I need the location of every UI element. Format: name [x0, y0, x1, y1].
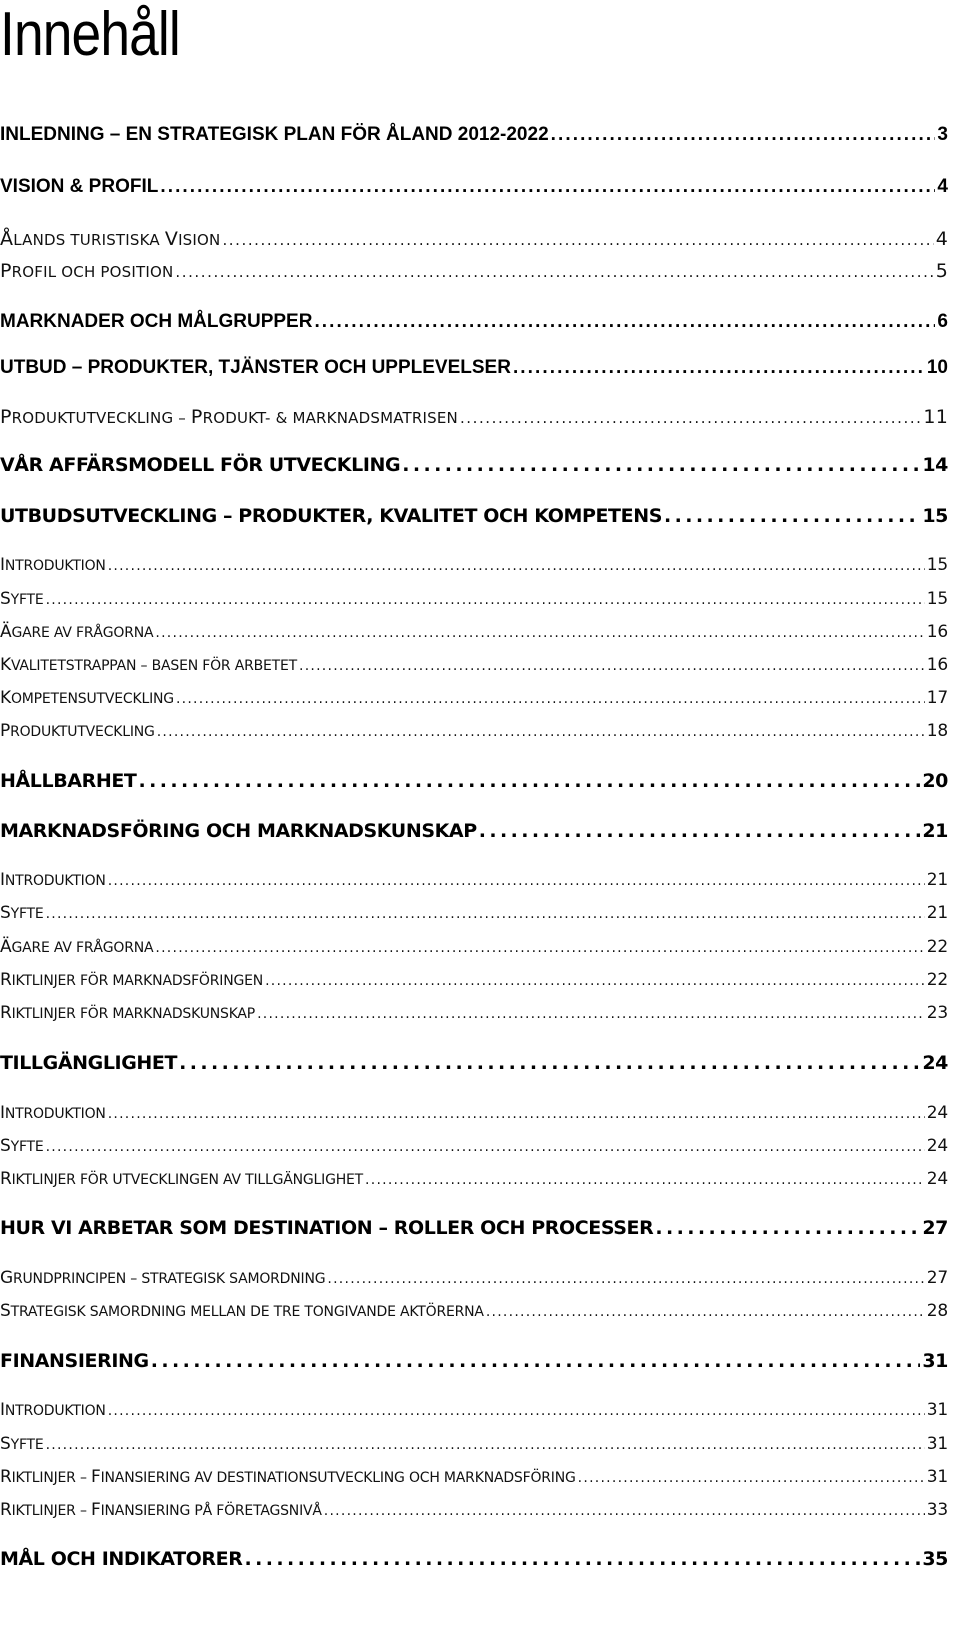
dot-leader	[244, 1548, 920, 1570]
toc-entry-label	[0, 1268, 325, 1288]
small-caps-rest: NTRODUKTION	[4, 1403, 106, 1419]
toc-entry[interactable]	[0, 1400, 948, 1420]
toc-entry[interactable]	[0, 555, 948, 575]
toc-entry-page: 31	[926, 1434, 948, 1454]
dot-leader	[108, 558, 925, 574]
toc-entry-label	[0, 622, 153, 642]
toc-entry-label	[0, 1136, 44, 1156]
toc-entry[interactable]	[0, 721, 948, 741]
small-caps-rest: YFTE	[10, 906, 44, 922]
toc-entry[interactable]	[0, 1301, 948, 1321]
dot-leader	[138, 770, 920, 792]
toc-entry[interactable]	[0, 1136, 948, 1156]
toc-entry-page: 31	[926, 1400, 948, 1420]
toc-entry-page: 3	[937, 124, 948, 145]
small-caps-rest: OMPETENSUTVECKLING	[10, 691, 174, 707]
toc-entry-label	[0, 1400, 106, 1420]
toc-entry-page: 16	[926, 622, 948, 642]
small-caps-rest: YFTE	[10, 1139, 44, 1155]
toc-entry[interactable]	[0, 228, 948, 250]
small-caps-initial: F	[91, 1467, 101, 1487]
small-caps-initial: I	[0, 870, 5, 890]
page-title: Innehåll	[0, 0, 180, 69]
small-caps-initial: P	[0, 406, 12, 428]
toc-entry-label	[0, 970, 263, 990]
toc-entry[interactable]	[0, 770, 948, 792]
small-caps-rest: IKTLINJER –	[11, 1470, 92, 1486]
toc-entry-page: 10	[926, 357, 948, 378]
small-caps-rest: YFTE	[10, 592, 44, 608]
dot-leader	[108, 873, 925, 889]
small-caps-initial: S	[0, 1136, 11, 1156]
toc-entry[interactable]	[0, 1052, 948, 1074]
toc-entry[interactable]	[0, 1548, 948, 1570]
small-caps-initial: R	[0, 1467, 12, 1487]
small-caps-rest: RUNDPRINCIPEN – STRATEGISK SAMORDNING	[12, 1271, 326, 1287]
dot-leader	[222, 231, 933, 249]
small-caps-initial: G	[0, 1268, 13, 1288]
dot-leader	[155, 625, 924, 641]
dot-leader	[157, 724, 925, 740]
toc-entry[interactable]	[0, 937, 948, 957]
toc-entry-page: 27	[926, 1268, 948, 1288]
dot-leader	[46, 1437, 925, 1453]
toc-entry-label	[0, 903, 44, 923]
toc-entry-page: 4	[935, 228, 948, 250]
small-caps-initial: Ä	[0, 937, 12, 957]
toc-entry[interactable]	[0, 655, 948, 675]
small-caps-rest: NTRODUKTION	[4, 558, 106, 574]
small-caps-rest: RODUKTUTVECKLING –	[11, 409, 191, 427]
toc-entry-label	[0, 721, 155, 741]
small-caps-rest: VALITETSTRAPPAN – BASEN FÖR ARBETET	[10, 658, 297, 674]
small-caps-initial: I	[0, 1400, 5, 1420]
small-caps-initial: R	[0, 1169, 12, 1189]
small-caps-initial: S	[0, 903, 11, 923]
toc-entry-label: UTBUDSUTVECKLING – PRODUKTER, KVALITET OCH KOMPETENS	[0, 505, 662, 527]
toc-entry-page: 21	[922, 820, 948, 842]
toc-entry[interactable]	[0, 311, 948, 333]
toc-entry-label	[0, 937, 153, 957]
toc-entry-label	[0, 870, 106, 890]
toc-entry-page: 15	[926, 589, 948, 609]
toc-entry-page: 24	[926, 1103, 948, 1123]
small-caps-initial: Å	[0, 228, 14, 250]
toc-entry-label	[0, 1434, 44, 1454]
small-caps-initial: V	[164, 228, 179, 250]
dot-leader	[365, 1172, 925, 1188]
small-caps-rest: YFTE	[10, 1437, 44, 1453]
toc-entry-page: 14	[922, 454, 948, 476]
small-caps-rest: NTRODUKTION	[4, 1106, 106, 1122]
dot-leader	[664, 505, 920, 527]
small-caps-rest: RODUKT- & MARKNADSMATRISEN	[202, 409, 458, 427]
small-caps-initial: P	[190, 406, 203, 428]
small-caps-initial: I	[0, 1103, 5, 1123]
toc-entry-page: 17	[926, 688, 948, 708]
toc-entry[interactable]	[0, 903, 948, 923]
toc-entry-page: 24	[926, 1169, 948, 1189]
dot-leader	[551, 124, 936, 146]
dot-leader	[46, 906, 925, 922]
toc-entry-label	[0, 1003, 255, 1023]
toc-entry[interactable]	[0, 970, 948, 990]
toc-entry-page: 4	[937, 176, 948, 197]
toc-entry-label	[0, 1169, 363, 1189]
toc-entry[interactable]	[0, 820, 948, 842]
toc-entry-page: 28	[926, 1301, 948, 1321]
toc-entry-label	[0, 228, 220, 250]
toc-entry-label	[0, 1301, 484, 1321]
dot-leader	[265, 973, 925, 989]
small-caps-rest: GARE AV FRÅGORNA	[11, 940, 154, 956]
small-caps-initial: S	[0, 1434, 11, 1454]
toc-entry-page: 23	[926, 1003, 948, 1023]
toc-entry-page: 33	[926, 1500, 948, 1520]
toc-entry-label	[0, 260, 173, 282]
dot-leader	[402, 454, 920, 476]
toc-entry-page: 27	[922, 1217, 948, 1239]
toc-entry-label: HÅLLBARHET	[0, 770, 137, 792]
toc-entry[interactable]	[0, 1217, 948, 1239]
toc-entry[interactable]	[0, 1500, 948, 1520]
toc-entry-page: 21	[926, 870, 948, 890]
toc-entry-label: INLEDNING – EN STRATEGISK PLAN FÖR ÅLAND 2012-2022	[0, 124, 549, 145]
dot-leader	[324, 1503, 925, 1519]
toc-entry[interactable]	[0, 1467, 948, 1487]
toc-entry-page: 11	[923, 406, 948, 428]
toc-entry-page: 21	[926, 903, 948, 923]
small-caps-rest: NTRODUKTION	[4, 873, 106, 889]
toc-entry-label	[0, 1467, 576, 1487]
toc-entry-page: 22	[926, 937, 948, 957]
dot-leader	[108, 1106, 925, 1122]
toc-entry[interactable]	[0, 688, 948, 708]
dot-leader	[578, 1470, 925, 1486]
toc-entry[interactable]	[0, 1268, 948, 1288]
toc-entry[interactable]	[0, 176, 948, 198]
toc-entry-label: VISION & PROFIL	[0, 176, 159, 197]
toc-entry-label: TILLGÄNGLIGHET	[0, 1052, 178, 1074]
dot-leader	[655, 1217, 920, 1239]
small-caps-initial: R	[0, 1500, 12, 1520]
toc-entry[interactable]	[0, 505, 948, 527]
toc-entry[interactable]	[0, 1103, 948, 1123]
toc-entry-label: MÅL OCH INDIKATORER	[0, 1548, 243, 1570]
toc-entry-label: VÅR AFFÄRSMODELL FÖR UTVECKLING	[0, 454, 401, 476]
small-caps-rest: LANDS TURISTISKA	[13, 231, 165, 249]
dot-leader	[46, 592, 925, 608]
small-caps-initial: R	[0, 970, 12, 990]
small-caps-rest: TRATEGISK SAMORDNING MELLAN DE TRE TONGIVANDE AKTÖRERNA	[10, 1304, 484, 1320]
toc-entry-label: UTBUD – PRODUKTER, TJÄNSTER OCH UPPLEVELSER	[0, 357, 511, 378]
toc-entry-label	[0, 555, 106, 575]
toc-entry-label	[0, 688, 174, 708]
toc-entry-page: 20	[922, 770, 948, 792]
toc-entry-page: 16	[926, 655, 948, 675]
toc-entry-page: 15	[926, 555, 948, 575]
toc-entry[interactable]	[0, 1350, 948, 1372]
toc-entry[interactable]	[0, 1003, 948, 1023]
small-caps-initial: P	[0, 721, 11, 741]
dot-leader	[151, 1350, 921, 1372]
toc-entry-label: HUR VI ARBETAR SOM DESTINATION – ROLLER OCH PROCESSER	[0, 1217, 654, 1239]
toc-entry-label	[0, 589, 44, 609]
dot-leader	[257, 1006, 925, 1022]
toc-entry-page: 5	[935, 260, 948, 282]
dot-leader	[155, 940, 924, 956]
toc-entry-page: 31	[922, 1350, 948, 1372]
toc-entry[interactable]	[0, 589, 948, 609]
small-caps-rest: INANSIERING PÅ FÖRETAGSNIVÅ	[100, 1503, 322, 1519]
small-caps-initial: S	[0, 589, 11, 609]
toc-entry[interactable]	[0, 1434, 948, 1454]
dot-leader	[175, 263, 933, 281]
toc-entry[interactable]	[0, 260, 948, 282]
dot-leader	[314, 311, 935, 333]
small-caps-rest: IKTLINJER FÖR MARKNADSKUNSKAP	[11, 1006, 256, 1022]
small-caps-rest: ISION	[178, 231, 221, 249]
toc-entry[interactable]	[0, 357, 948, 379]
dot-leader	[108, 1403, 925, 1419]
toc-entry[interactable]	[0, 454, 948, 476]
small-caps-rest: IKTLINJER FÖR UTVECKLINGEN AV TILLGÄNGLIGHET	[11, 1172, 364, 1188]
dot-leader	[486, 1304, 925, 1320]
toc-entry-page: 24	[922, 1052, 948, 1074]
small-caps-initial: R	[0, 1003, 12, 1023]
toc-entry-page: 35	[922, 1548, 948, 1570]
dot-leader	[46, 1139, 925, 1155]
small-caps-rest: IKTLINJER –	[11, 1503, 92, 1519]
dot-leader	[479, 820, 921, 842]
toc-entry-label	[0, 655, 297, 675]
small-caps-initial: S	[0, 1301, 11, 1321]
small-caps-rest: INANSIERING AV DESTINATIONSUTVECKLING OCH MARKNADSFÖRING	[100, 1470, 576, 1486]
toc-entry[interactable]	[0, 1169, 948, 1189]
dot-leader	[176, 691, 925, 707]
small-caps-initial: I	[0, 555, 5, 575]
dot-leader	[299, 658, 925, 674]
dot-leader	[460, 409, 921, 427]
small-caps-rest: GARE AV FRÅGORNA	[11, 625, 154, 641]
dot-leader	[179, 1052, 920, 1074]
toc-entry-label: MARKNADSFÖRING OCH MARKNADSKUNSKAP	[0, 820, 477, 842]
toc-entry-label: FINANSIERING	[0, 1350, 149, 1372]
dot-leader	[160, 176, 935, 198]
toc-entry-label	[0, 1500, 322, 1520]
dot-leader	[327, 1271, 924, 1287]
small-caps-initial: K	[0, 688, 11, 708]
small-caps-rest: IKTLINJER FÖR MARKNADSFÖRINGEN	[11, 973, 264, 989]
small-caps-rest: RODUKTUTVECKLING	[10, 724, 155, 740]
toc-entry[interactable]	[0, 406, 948, 428]
toc-entry[interactable]	[0, 870, 948, 890]
toc-entry-page: 18	[926, 721, 948, 741]
toc-entry[interactable]	[0, 622, 948, 642]
toc-entry-page: 6	[937, 311, 948, 332]
toc-entry[interactable]	[0, 124, 948, 146]
toc-entry-page: 22	[926, 970, 948, 990]
toc-entry-label: MARKNADER OCH MÅLGRUPPER	[0, 311, 313, 332]
small-caps-initial: P	[0, 260, 12, 282]
dot-leader	[513, 357, 925, 379]
small-caps-rest: ROFIL OCH POSITION	[11, 263, 174, 281]
small-caps-initial: Ä	[0, 622, 12, 642]
toc-entry-page: 31	[926, 1467, 948, 1487]
toc-entry-page: 24	[926, 1136, 948, 1156]
toc-entry-page: 15	[922, 505, 948, 527]
toc-entry-label	[0, 1103, 106, 1123]
small-caps-initial: F	[91, 1500, 101, 1520]
small-caps-initial: K	[0, 655, 11, 675]
toc-entry-label	[0, 406, 458, 428]
